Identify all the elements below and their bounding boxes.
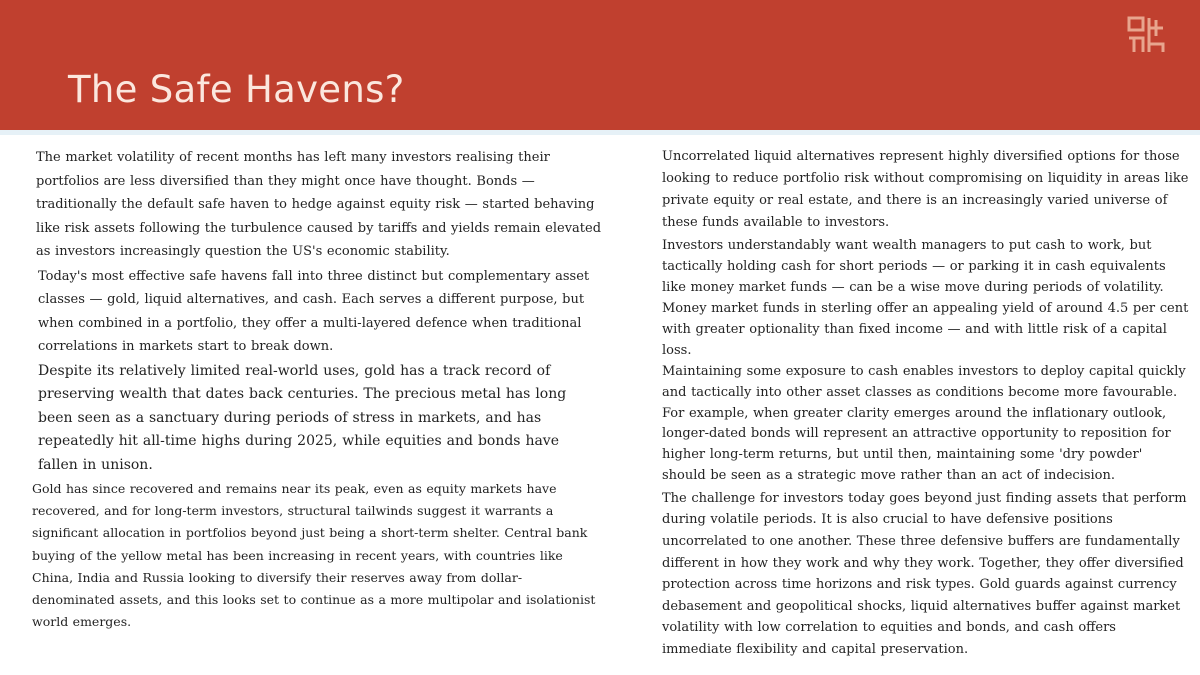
paragraph-gold-central-banks: Gold has since recovered and remains near its peak, even as equity markets have recovered, and for long-term investors, structural tailwinds suggest it warrants a significant allocation in portfolios beyond just being a short-term shelter. Central bank buying of the yellow metal has been increasing in recent years, with countries like China, India and Russia looking to diversify their reserves away from dollar-denominated assets, and this looks set to continue as a more multipolar and isolationist world emerges. <box>32 481 596 630</box>
paragraph-three-safe-havens: Today's most effective safe havens fall into three distinct but complementary asset classes — gold, liquid alternatives, and cash. Each serves a different purpose, but when combined in a portfolio, they offer a multi-layered defence when traditional correlations in markets start to break down. <box>38 268 590 354</box>
paragraph-bonds-volatility: The market volatility of recent months has left many investors realising their portfolios are less diversified than they might once have thought. Bonds — traditionally the default safe haven to hedge against equity risk — started behaving like risk assets following the turbulence caused by tariffs and yields remain elevated as investors increasingly question the US's economic stability. <box>36 150 602 259</box>
firm-monogram-icon <box>1126 14 1166 56</box>
title-banner <box>0 0 1200 130</box>
right-text-column <box>662 146 1190 662</box>
page-title: The Safe Havens? <box>68 68 405 111</box>
paragraph-liquid-alternatives: Uncorrelated liquid alternatives represent highly diversified options for those looking to reduce portfolio risk without compromising on liquidity in areas like private equity or real estate, and there is an increasingly varied universe of these funds available to investors. <box>662 149 1189 230</box>
paragraph-cash-money-markets: Investors understandably want wealth managers to put cash to work, but tactically holding cash for short periods — or parking it in cash equivalents like money market funds — can be a wise move during periods of volatility. Money market funds in sterling offer an appealing yield of around 4.5 per cent with greater optionality than fixed income — and with little risk of a capital loss. <box>662 238 1189 358</box>
paragraph-dry-powder: Maintaining some exposure to cash enables investors to deploy capital quickly and tactically into other asset classes as conditions become more favourable. For example, when greater clarity emerges around the inflationary outlook, longer-dated bonds will represent an attractive opportunity to reposition for higher long-term returns, but until then, maintaining some 'dry powder' should be seen as a strategic move rather than an act of indecision. <box>662 364 1186 483</box>
paragraph-gold-history: Despite its relatively limited real-world uses, gold has a track record of preserving wealth that dates back centuries. The precious metal has long been seen as a sanctuary during periods of stress in markets, and has repeatedly hit all-time highs during 2025, while equities and bonds have fallen in unison. <box>38 362 567 473</box>
header-divider <box>0 130 1200 135</box>
left-text-column <box>32 146 602 634</box>
paragraph-defensive-buffers: The challenge for investors today goes beyond just finding assets that perform during volatile periods. It is also crucial to have defensive positions uncorrelated to one another. These three defensive buffers are fundamentally different in how they work and why they work. Together, they offer diversified protection across time horizons and risk types. Gold guards against currency debasement and geopolitical shocks, liquid alternatives buffer against market volatility with low correlation to equities and bonds, and cash offers immediate flexibility and capital preservation. <box>662 490 1187 657</box>
